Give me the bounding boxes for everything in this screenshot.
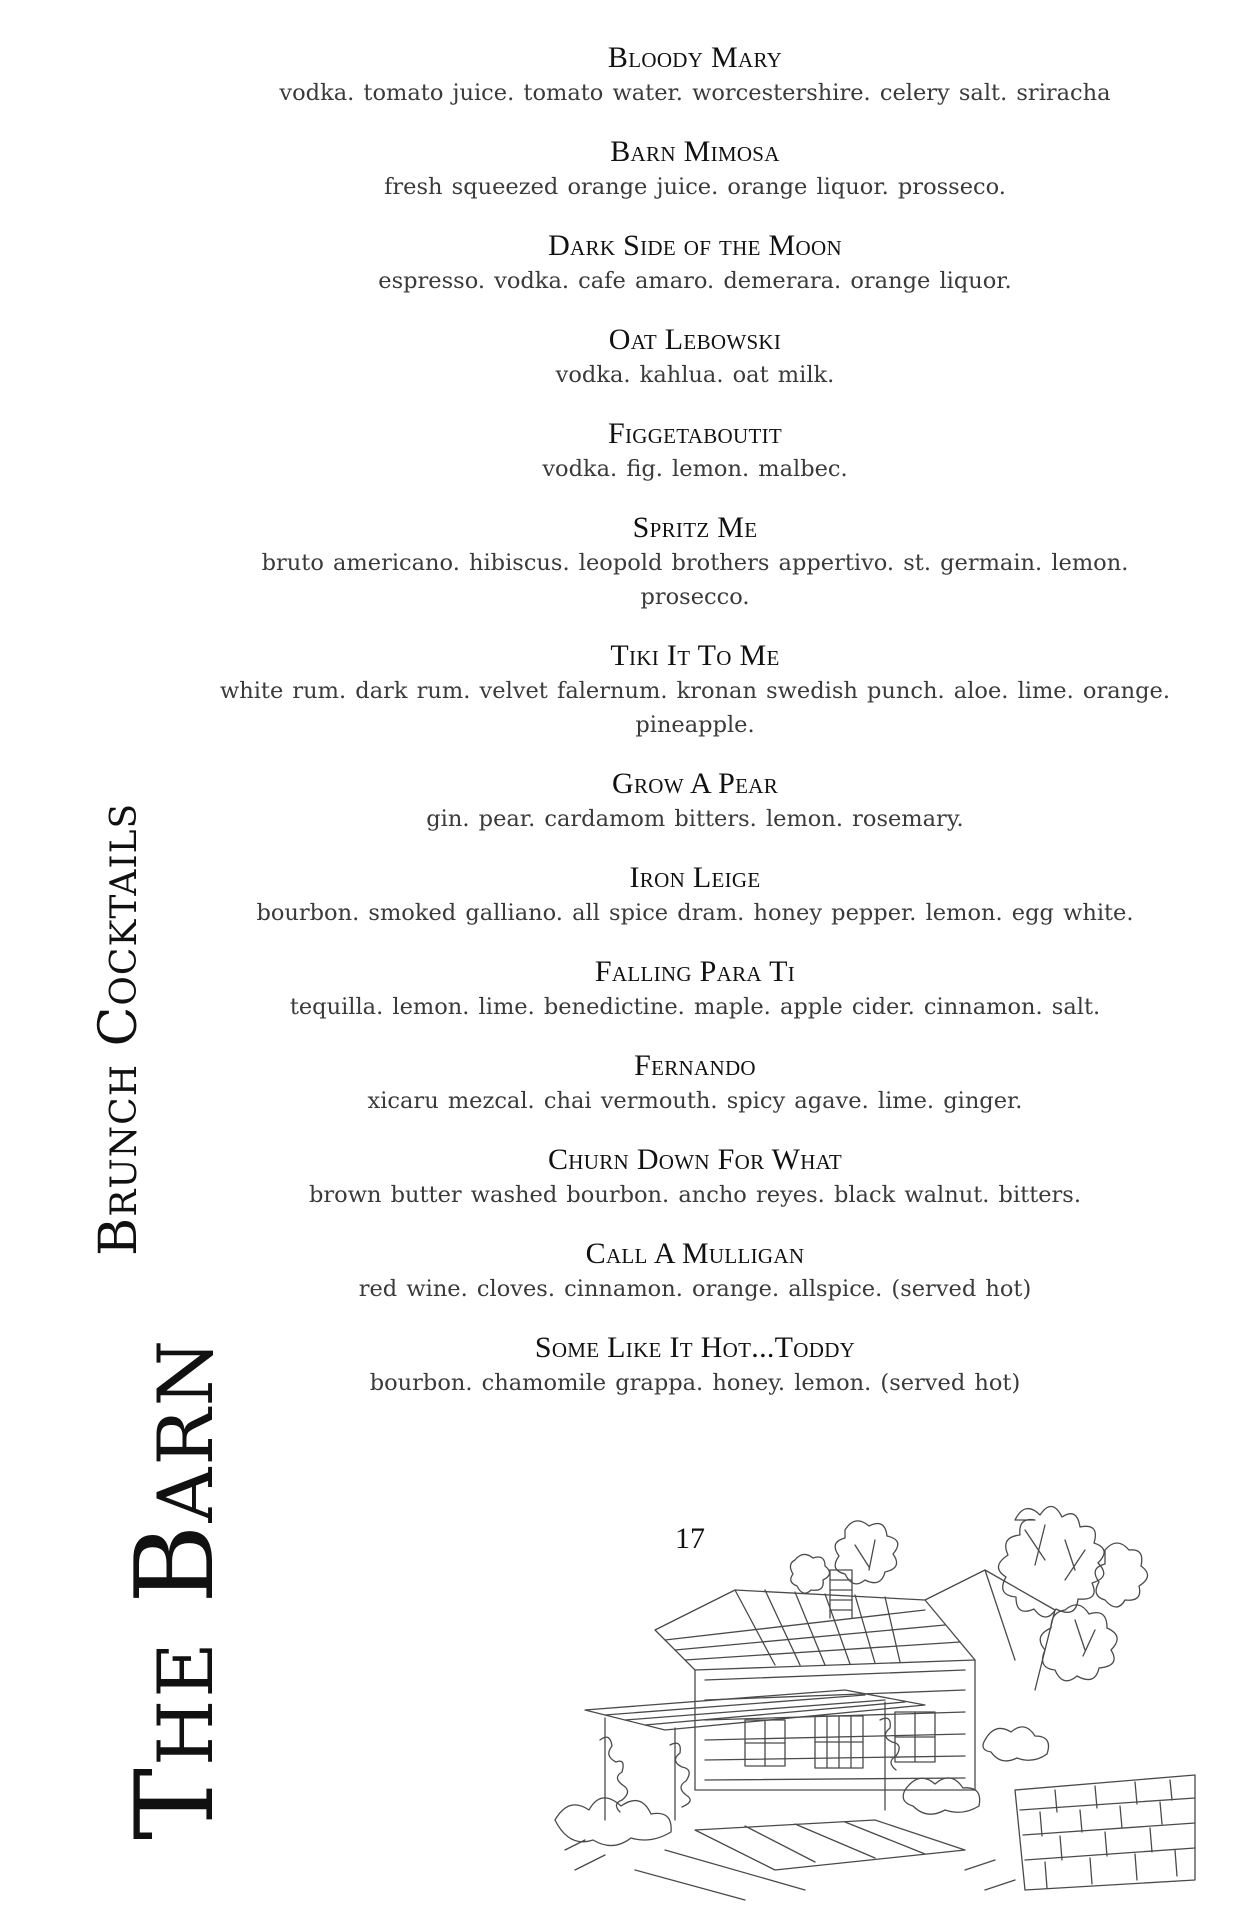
menu-item [200,766,1190,836]
item-description: white rum. dark rum. velvet falernum. kronan swedish punch. aloe. lime. orange. pineapple. [219,678,1171,738]
item-description: bourbon. chamomile grappa. honey. lemon. (served hot) [369,1370,1021,1396]
menu-item [200,510,1190,614]
item-description: red wine. cloves. cinnamon. orange. allspice. (served hot) [358,1276,1032,1302]
menu-item [200,40,1190,110]
item-description: fresh squeezed orange juice. orange liquor. prosseco. [384,174,1006,200]
item-name: Call A Mulligan [585,1237,805,1270]
item-name: Barn Mimosa [610,135,780,168]
item-name: Dark Side of the Moon [548,229,842,262]
page-number: 17 [675,1522,705,1555]
menu-item [200,860,1190,930]
item-name: Churn Down For What [548,1143,842,1176]
menu-item [200,134,1190,204]
item-description: tequilla. lemon. lime. benedictine. maple. apple cider. cinnamon. salt. [289,994,1101,1020]
menu-item [200,416,1190,486]
item-name: Bloody Mary [607,41,783,74]
barn-house-sketch-icon [545,1490,1205,1910]
item-description: espresso. vodka. cafe amaro. demerara. orange liquor. [378,268,1012,294]
menu-item [200,1142,1190,1212]
item-name: Spritz Me [632,511,758,544]
menu-item [200,228,1190,298]
item-description: gin. pear. cardamom bitters. lemon. rosemary. [426,806,964,832]
menu-item [200,322,1190,392]
item-name: Oat Lebowski [608,323,782,356]
item-description: vodka. fig. lemon. malbec. [542,456,848,482]
item-description: xicaru mezcal. chai vermouth. spicy agave. lime. ginger. [367,1088,1023,1114]
item-name: Some Like It Hot...Toddy [534,1331,856,1364]
item-name: Fernando [634,1049,756,1082]
item-description: vodka. kahlua. oat milk. [555,362,835,388]
menu-item [200,1048,1190,1118]
item-description: brown butter washed bourbon. ancho reyes. black walnut. bitters. [308,1182,1082,1208]
item-name: Grow A Pear [612,767,778,800]
menu-item [200,954,1190,1024]
menu-item [200,1236,1190,1306]
item-name: Figgetaboutit [607,417,783,450]
item-description: bruto americano. hibiscus. leopold brothers appertivo. st. germain. lemon. prosecco. [261,550,1129,610]
item-name: Falling Para Ti [594,955,796,988]
item-description: vodka. tomato juice. tomato water. worcestershire. celery salt. sriracha [279,80,1111,106]
brand-title: The Barn [113,1337,238,1840]
menu-item [200,638,1190,742]
item-name: Tiki It To Me [610,639,780,672]
section-title: Brunch Cocktails [89,802,149,1256]
item-name: Iron Leige [629,861,761,894]
item-description: bourbon. smoked galliano. all spice dram. honey pepper. lemon. egg white. [256,900,1134,926]
menu-item [200,1330,1190,1400]
cocktail-list [200,40,1190,1424]
